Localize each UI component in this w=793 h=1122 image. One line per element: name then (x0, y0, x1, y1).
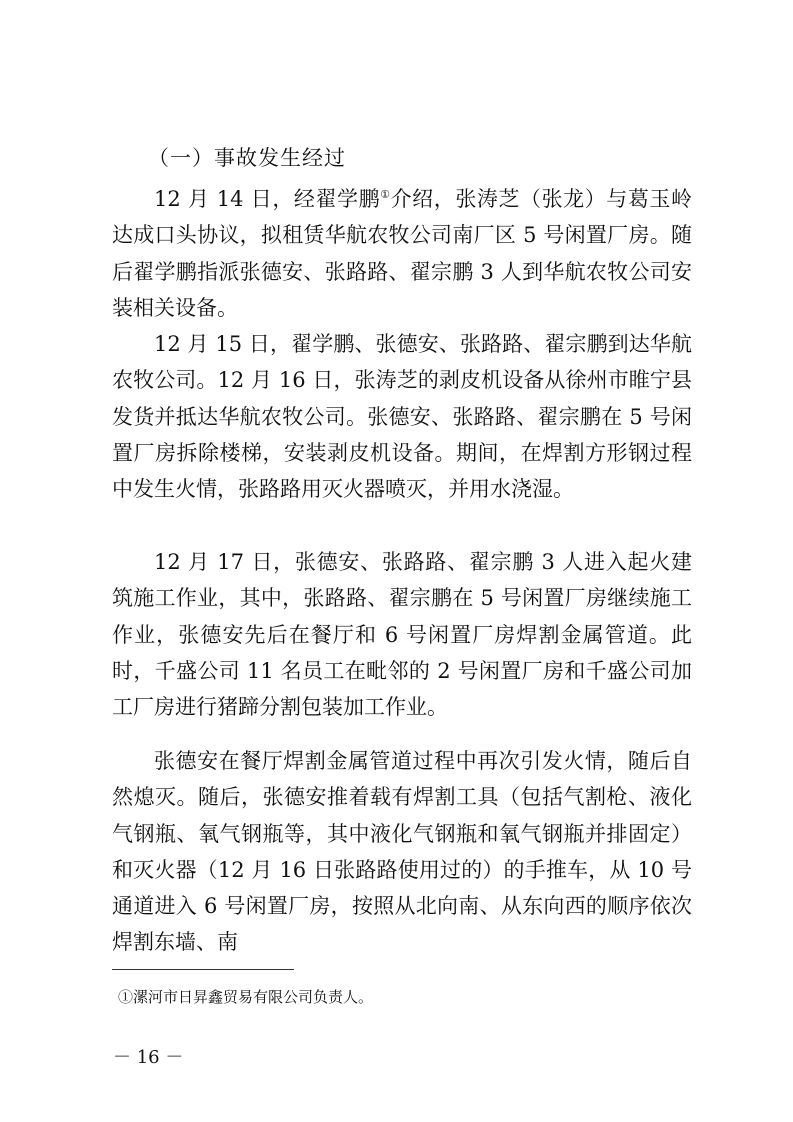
paragraph-1-text-a: 12 月 14 日，经翟学鹏 (154, 187, 381, 211)
paragraph-2: 12 月 15 日，翟学鹏、张德安、张路路、翟宗鹏到达华航农牧公司。12 月 16 日，张涛芝的剥皮机设备从徐州市睢宁县发货并抵达华航农牧公司。张德安、张路路、翟宗鹏在 5 号闲置厂房拆除楼梯，安装剥皮机设备。期间，在焊割方形钢过程中发生火情，张路路用灭火器喷灭，并用水浇湿。 (112, 332, 692, 502)
paragraph-3: 12 月 17 日，张德安、张路路、翟宗鹏 3 人进入起火建筑施工作业，其中，张路路、翟宗鹏在 5 号闲置厂房继续施工作业，张德安先后在餐厅和 6 号闲置厂房焊割金属管道。此时，千盛公司 11 名员工在毗邻的 2 号闲置厂房和千盛公司加工厂房进行猪蹄分割包装加工作业。 (112, 550, 692, 720)
paragraph-4: 张德安在餐厅焊割金属管道过程中再次引发火情，随后自然熄灭。随后，张德安推着载有焊割工具（包括气割枪、液化气钢瓶、氧气钢瓶等，其中液化气钢瓶和氧气钢瓶并排固定）和灭火器（12 月 16 日张路路使用过的）的手推车，从 10 号通道进入 6 号闲置厂房，按照从北向南、从东向西的顺序依次焊割东墙、南 (112, 749, 692, 955)
paragraph-1-text-b: 介绍，张涛芝（张龙）与葛玉岭达成口头协议，拟租赁华航农牧公司南厂区 5 号闲置厂房。随后翟学鹏指派张德安、张路路、翟宗鹏 3 人到华航农牧公司安装相关设备。 (112, 187, 693, 320)
paragraph-1 (112, 181, 692, 326)
page-number: － 16 － (113, 1047, 184, 1068)
footnote: ①漯河市日昇鑫贸易有限公司负责人。 (118, 988, 374, 1006)
footnote-reference: ① (380, 188, 391, 201)
footnote-separator (112, 969, 294, 970)
section-heading: （一）事故发生经过 (148, 146, 346, 170)
